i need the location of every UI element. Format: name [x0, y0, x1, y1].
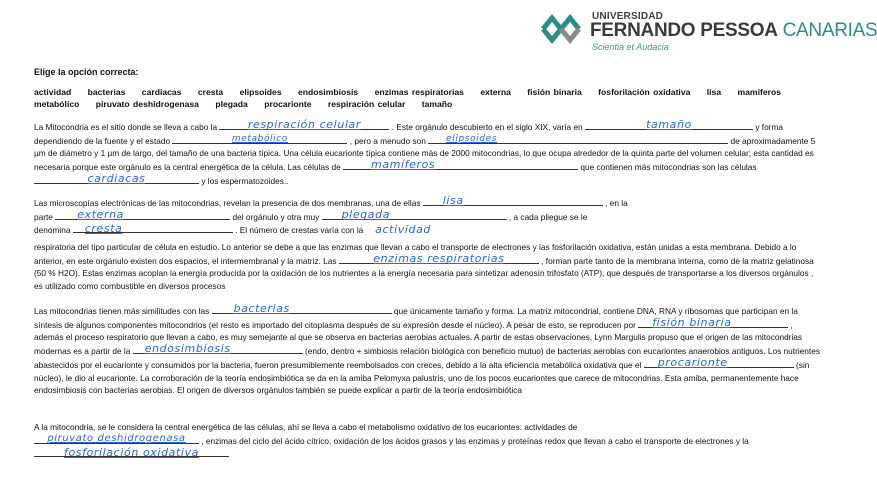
paragraph-text: denomina: [34, 225, 71, 236]
paragraph-text: Las mitocondrias tienen más similitudes con las: [34, 306, 210, 316]
handwritten-answer: mamíferos: [371, 158, 436, 172]
handwritten-answer: lisa: [442, 194, 464, 208]
paragraph-1: [34, 120, 824, 188]
handwritten-answer: bacterias: [233, 302, 290, 316]
paragraph-text: . El número de crestas varía con la: [235, 225, 364, 236]
word-bank-item: enzimas respiratorias: [374, 87, 464, 97]
word-bank-item: bacterias: [87, 87, 126, 97]
word-bank-item: externa: [480, 87, 511, 97]
handwritten-answer: respiración celular: [247, 118, 362, 132]
answer-blank-14[interactable]: [638, 318, 788, 328]
handwritten-answer: fisión binaria: [652, 316, 732, 329]
paragraph-text: , forman parte tanto de la membrana interna, como de la matriz gelatinosa (50 % H2O). Estas enzimas acoplan la energía producida por la oxidación de los nutrientes a la energía necesaria para sintetizar adenosín trifosfato (ATP), que después de transportarse a los diversos orgánulos , es utilizado como combustible en diversos procesos: [34, 255, 814, 292]
paragraph-text: del orgánulo y otra muy: [232, 211, 320, 222]
word-bank-item: fisión binaria: [527, 87, 582, 97]
handwritten-answer: externa: [77, 208, 125, 221]
logo-mark-icon: [540, 10, 586, 48]
instruction-heading: Elige la opción correcta:: [34, 67, 139, 77]
handwritten-answer: endosimbiosis: [144, 342, 231, 356]
paragraph-text: (endo, dentro + simbiosis relación biológica con beneficio mutuo) de bacterias aerobias con eucariontes anaerobios antiguos. Los nutrientes abastecidos por el eucarionte y consumidos por la bacteria, fueron presumiblemente reembolsados con creces, debido a la alta eficiencia metabólica oxidativa que el: [34, 346, 820, 370]
handwritten-answer: plegada: [341, 208, 391, 221]
word-bank-item: cardiacas: [141, 87, 182, 97]
answer-blank-18[interactable]: [34, 447, 229, 457]
paragraph-text: respiratoria del tipo particular de célula en estudio. Lo anterior se debe a que las enzimas que llevan a cabo el transporte de electrones y las fosforilación oxidativa, están unidas a esta membrana. Debido a lo anterior, en este orgánulo existen dos espacios, el intermembranal y la matriz. Las: [34, 242, 797, 266]
paragraph-text: que contienen más mitocondrias son las células: [580, 162, 757, 173]
paragraph-text: . Este orgánulo descubierto en el siglo XIX, varía en: [391, 122, 583, 132]
paragraph-text: , en la: [605, 198, 628, 208]
answer-blank-6[interactable]: [34, 174, 199, 184]
paragraph-text: , además el proceso respiratorio que llevan a cabo, es muy semejante al que se observa en bacterias aerobias actuales. A partir de estas observaciones, Lynn Margulis propuso que el origen de las mitocondrias modernas es a partir de la: [34, 319, 803, 357]
answer-blank-2[interactable]: [585, 120, 753, 130]
paragraph-text: que únicamente tamaño y forma. La matriz mitocondrial, contiene DNA, RNA y ribosomas que participan en la síntesis de algunos componentes mitocondrios (el resto es importado del citoplasma después de su expresión desde el núcleo). A pesar de esto, se reproducen por: [34, 306, 798, 330]
answer-blank-4[interactable]: [428, 134, 728, 144]
word-bank-item: lisa: [706, 87, 722, 97]
paragraph-text: Las microscopías electrónicas de las mitocondrias, revelan la presencia de dos membranas, una de ellas: [34, 198, 421, 208]
answer-blank-17[interactable]: [34, 434, 199, 444]
answer-blank-5[interactable]: [343, 160, 578, 170]
paragraph-text: (sin núcleo), le dio al eucarionte. La corroboración de la teoría endosimbiótica se da en la amiba Pelomyxa palustris, uno de los pocos eucariontes que carece de mitocondrias. Esta amiba, permanentemente hace endosimbiosis con bacterias aerobias. El origen de diversos orgánulos también se puede explicar a partir de la teoría endosimbiótica: [34, 359, 810, 396]
paragraph-text: de aproximadamente 5 µm de diámetro y 1 µm de largo, del tamaño de una bacteria típica. Una célula eucarionte típica contiene más de 2000 mitocondrias, lo que ocupa alrededor de la quinta parte del volumen celular; esta cantidad es necesaria porque este orgánulo es la central energética de la célula. Las células de: [34, 135, 816, 173]
word-bank-item: metabólico: [34, 99, 80, 109]
paragraph-5: [34, 421, 824, 461]
answer-blank-16[interactable]: [644, 358, 794, 368]
word-bank-item: procarionte: [264, 99, 312, 109]
word-bank-item: endosimbiosis: [298, 87, 359, 97]
answer-blank-1[interactable]: [219, 120, 389, 130]
university-logo: [540, 8, 877, 52]
word-bank-item: actividad: [34, 87, 72, 97]
answer-blank-8[interactable]: [55, 210, 230, 220]
word-bank-item: elipsoides: [239, 87, 282, 97]
handwritten-answer: cardiacas: [87, 172, 146, 186]
answer-blank-13[interactable]: [212, 304, 392, 314]
answer-blank-12[interactable]: [339, 254, 539, 264]
paragraph-text: parte: [34, 211, 53, 222]
answer-blank-11[interactable]: [366, 222, 441, 236]
paragraph-text: , enzimas del ciclo del ácido cítrico, oxidación de los ácidos grasos y las enzimas y proteínas redox que llevan a cabo el transporte de electrones y la: [201, 435, 749, 446]
word-bank-item: cresta: [197, 87, 224, 97]
word-bank-item: fosforilación oxidativa: [598, 87, 691, 97]
paragraph-4: [34, 304, 824, 397]
logo-line-1: UNIVERSIDAD: [592, 11, 664, 22]
handwritten-answer: procarionte: [657, 356, 728, 370]
handwritten-answer: actividad: [375, 222, 432, 236]
answer-blank-15[interactable]: [133, 344, 303, 354]
logo-line-2: [590, 20, 877, 42]
paragraph-text: , a cada pliegue se le: [508, 211, 588, 222]
word-bank-item: tamaño: [421, 99, 453, 109]
logo-name: FERNANDO PESSOA: [590, 20, 778, 41]
answer-blank-9[interactable]: [322, 210, 507, 220]
paragraph-text: , pero a menudo son: [349, 135, 426, 146]
paragraph-text: y los espermatozoides..: [201, 175, 289, 186]
word-bank-item: piruvato deshidrogenasa: [95, 99, 199, 109]
logo-motto: Scientia et Audacia: [592, 42, 669, 52]
handwritten-answer: fosforilación oxidativa: [63, 445, 200, 459]
paragraph-text: La Mitocondria es el sitio donde se lleva a cabo la: [34, 122, 218, 132]
paragraph-text: A la mitocondria, se le considera la central energética de las células, ahí se lleva a cabo el metabolismo oxidativo de los eucariontes: actividades de: [34, 422, 578, 432]
paragraph-text: y forma dependiendo de la fuente y el estado: [34, 122, 783, 146]
handwritten-answer: metabólico: [231, 134, 288, 144]
answer-blank-10[interactable]: [73, 223, 233, 233]
handwritten-answer: piruvato deshidrogenasa: [47, 433, 186, 444]
answer-blank-3[interactable]: [172, 134, 347, 144]
handwritten-answer: tamaño: [646, 118, 692, 132]
word-bank-item: mamíferos: [737, 87, 781, 97]
handwritten-answer: cresta: [84, 221, 123, 235]
handwritten-answer: enzimas respiratorias: [373, 252, 505, 265]
word-bank: [34, 86, 824, 110]
word-bank-item: respiración celular: [327, 99, 406, 109]
logo-region: CANARIAS: [782, 20, 877, 41]
paragraph-3: [34, 241, 824, 293]
paragraph-2: [34, 196, 824, 237]
word-bank-item: plegada: [215, 99, 248, 109]
answer-blank-7[interactable]: [423, 196, 603, 206]
handwritten-answer: elipsoides: [446, 134, 498, 144]
